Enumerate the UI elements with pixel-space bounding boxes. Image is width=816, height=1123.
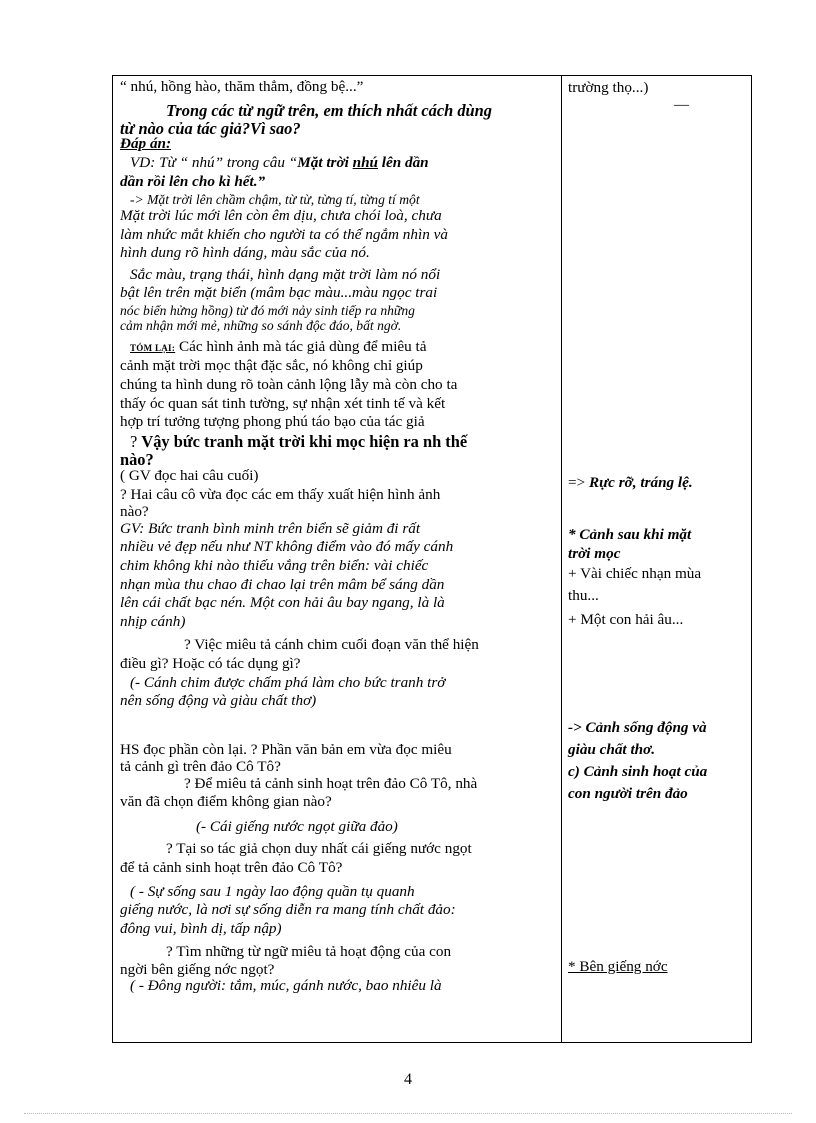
question-line: ? Hai câu cô vừa đọc các em thấy xuất hiện hình ảnh [120, 485, 441, 503]
answer-line: đông vui, bình dị, tấp nập) [120, 919, 282, 937]
answer-line: nóc biển hửng hồng) từ đó mới nảy sinh tiếp ra những [120, 302, 415, 318]
answer-line: hình dung rõ hình dáng, màu sắc của nó. [120, 244, 370, 262]
teacher-note: chim không khi nào thiếu vắng trên biển: vài chiếc [120, 556, 429, 574]
question-line: ? Việc miêu tả cánh chim cuối đoạn văn thể hiện [184, 636, 479, 654]
page-number: 4 [404, 1071, 412, 1088]
question-line: Trong các từ ngữ trên, em thích nhất cách dùng [166, 100, 492, 120]
question-line: văn đã chọn điểm không gian nào? [120, 793, 332, 811]
answer-line: ( - Sự sống sau 1 ngày lao động quần tụ quanh [130, 882, 415, 900]
question-line: ? Tìm những từ ngữ miêu tả hoạt động của con [166, 943, 452, 961]
summary-label: TÓM LẠI: [130, 342, 176, 353]
right-text: trường thọ...) [568, 79, 649, 96]
question-line: ? Vậy bức tranh mặt trời khi mọc hiện ra nh thế [130, 431, 468, 451]
right-conclusion: => Rực rỡ, tráng lệ. [568, 474, 693, 491]
question-line: nào? [120, 449, 154, 469]
answer-line: làm nhức mắt khiến cho người ta có thể ngắm nhìn và [120, 225, 448, 243]
right-item: thu... [568, 587, 599, 604]
summary-line: thấy óc quan sát tinh tường, sự nhận xét tinh tế và kết [120, 394, 446, 412]
question-line: ? Tại so tác giả chọn duy nhất cái giếng nước ngọt [166, 840, 472, 858]
answer-heading: Đáp án: [120, 135, 172, 152]
question-line: điều gì? Hoặc có tác dụng gì? [120, 654, 301, 672]
text-line: HS đọc phần còn lại. ? Phần văn bản em vừa đọc miêu [120, 740, 452, 758]
teacher-note: lên cái chất bạc nén. Một con hải âu bay ngang, là là [120, 594, 445, 612]
text-line: ( GV đọc hai câu cuối) [120, 467, 259, 485]
right-conclusion: giàu chất thơ. [568, 741, 656, 758]
right-column [562, 76, 751, 1042]
question-line: từ nào của tác giả?Vì sao? [120, 118, 301, 138]
teacher-note: GV: Bức tranh bình minh trên biển sẽ giảm đi rất [120, 519, 421, 537]
right-heading: * Bên giếng nớc [568, 958, 668, 975]
right-heading: trời mọc [568, 545, 621, 562]
answer-line: (- Cánh chim được chấm phá làm cho bức tranh trở [130, 673, 446, 691]
summary-line: TÓM LẠI: Các hình ảnh mà tác giả dùng để miêu tả [130, 337, 427, 355]
text-line: tả cảnh gì trên đảo Cô Tô? [120, 758, 281, 776]
right-heading: c) Cảnh sinh hoạt của [568, 763, 708, 780]
teacher-note: nhịp cánh) [120, 612, 186, 630]
right-item: + Một con hải âu... [568, 611, 684, 628]
dash-mark: — [674, 97, 689, 113]
question-line: để tả cảnh sinh hoạt trên đảo Cô Tô? [120, 859, 343, 877]
answer-line: cảm nhận mới mẻ, những so sánh độc đáo, bất ngờ. [120, 318, 402, 334]
summary-line: chúng ta hình dung rõ toàn cảnh lộng lẫy mà còn cho ta [120, 375, 458, 393]
answer-line: bật lên trên mặt biển (mâm bạc màu...màu ngọc trai [120, 284, 438, 302]
answer-line: ( - Đông người: tắm, múc, gánh nước, bao nhiêu là [130, 977, 442, 995]
text-line: “ nhú, hồng hào, thăm thẳm, đồng bệ...” [120, 78, 364, 95]
answer-line: (- Cái giếng nước ngọt giữa đảo) [196, 817, 398, 835]
summary-line: cảnh mặt trời mọc thật đặc sắc, nó không chỉ giúp [120, 357, 423, 375]
question-line: ? Để miêu tả cảnh sinh hoạt trên đảo Cô Tô, nhà [184, 774, 478, 792]
answer-line: nên sống động và giàu chất thơ) [120, 692, 317, 710]
answer-line: VD: Từ “ nhú” trong câu “Mặt trời nhú lên dần [130, 154, 429, 172]
right-heading: * Cảnh sau khi mặt [568, 526, 692, 543]
lesson-table [112, 75, 752, 1043]
question-line: nào? [120, 503, 149, 521]
right-item: + Vài chiếc nhạn mùa [568, 565, 702, 582]
teacher-note: nhạn mùa thu chao đi chao lại trên mâm bể sáng dần [120, 575, 445, 593]
answer-line: dần rồi lên cho kì hết.” [120, 173, 266, 190]
teacher-note: nhiều vẻ đẹp nếu như NT không điểm vào đó mấy cánh [120, 538, 454, 556]
question-line: ngời bên giếng nớc ngọt? [120, 961, 275, 979]
left-column [113, 76, 562, 1042]
answer-line: -> Mặt trời lên chầm chậm, từ từ, từng tí, từng tí một [130, 191, 420, 207]
answer-line: Mặt trời lúc mới lên còn êm dịu, chưa chói loà, chưa [120, 207, 442, 224]
answer-line: giếng nước, là nơi sự sống diễn ra mang tính chất đảo: [120, 901, 456, 919]
answer-line: Sắc màu, trạng thái, hình dạng mặt trời làm nó nổi [130, 265, 441, 283]
right-heading: con người trên đảo [568, 785, 688, 802]
footer-divider [24, 1113, 792, 1114]
summary-line: hợp trí tưởng tượng phong phú táo bạo của tác giả [120, 413, 425, 431]
right-conclusion: -> Cảnh sống động và [568, 719, 707, 736]
